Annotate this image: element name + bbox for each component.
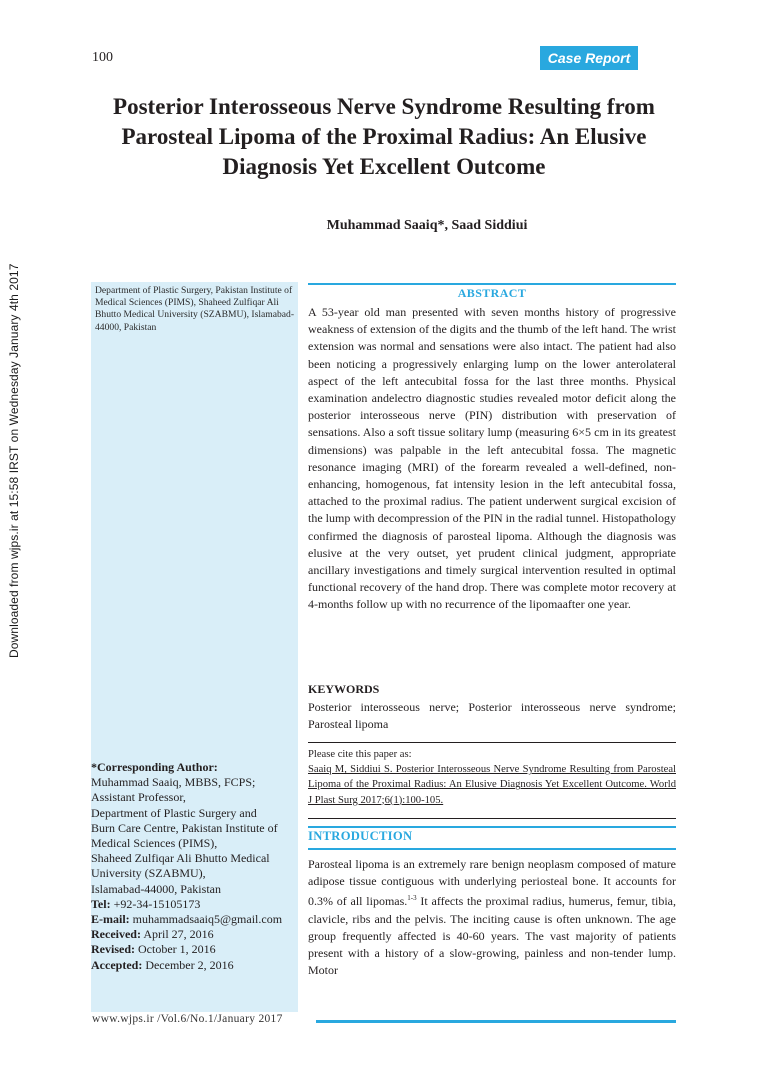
- accepted-date: December 2, 2016: [145, 957, 234, 972]
- citation-block: [308, 747, 676, 808]
- citation-top-divider: [308, 742, 676, 743]
- author-list: Muhammad Saaiq*, Saad Siddiui: [326, 218, 528, 233]
- corresponding-line: Burn Care Centre, Pakistan Institute of: [91, 820, 278, 835]
- citation-reference[interactable]: Saaiq M, Siddiui S. Posterior Interosseous Nerve Syndrome Resulting from Parosteal Lipoma of the Proximal Radius: An Elusive Diagnosis Yet Excellent Outcome. World J Plast Surg 2017;6(1):100-105.: [308, 764, 676, 806]
- corresponding-line: Department of Plastic Surgery and: [91, 805, 257, 820]
- affiliation: Department of Plastic Surgery, Pakistan Institute of Medical Sciences (PIMS), Shaheed Zulfiqar Ali Bhutto Medical University (SZABMU), Islamabad-44000, Pakistan: [95, 285, 295, 333]
- revised-row: [91, 942, 298, 957]
- accepted-label: Accepted:: [91, 957, 143, 972]
- corresponding-line: Assistant Professor,: [91, 790, 186, 805]
- email-value[interactable]: muhammadsaaiq5@gmail.com: [132, 912, 283, 927]
- footer-journal-info: www.wjps.ir /Vol.6/No.1/January 2017: [92, 1013, 283, 1025]
- footer-divider: [316, 1020, 676, 1023]
- corresponding-line: Shaheed Zulfiqar Ali Bhutto Medical: [91, 851, 270, 866]
- article-type-badge: Case Report: [540, 46, 638, 70]
- received-row: [91, 927, 298, 942]
- citation-superscript: 1-3: [407, 894, 417, 903]
- page-number: 100: [92, 50, 113, 65]
- introduction-text-part1: Parosteal lipoma is an extremely rare benign neoplasm composed of mature adipose tissue contiguous with underlying periosteal bone. It accounts for 0.3% of all lipomas.: [308, 857, 676, 909]
- introduction-heading: INTRODUCTION: [308, 829, 413, 843]
- introduction-text: [308, 856, 676, 979]
- email-row: [91, 912, 298, 927]
- abstract-heading: ABSTRACT: [457, 286, 527, 300]
- email-label: E-mail:: [91, 912, 130, 927]
- abstract-divider: [308, 283, 676, 285]
- corresponding-author-label: *Corresponding Author:: [91, 760, 218, 774]
- corresponding-line: Islamabad-44000, Pakistan: [91, 881, 221, 896]
- received-date: April 27, 2016: [143, 927, 214, 942]
- corresponding-line: Medical Sciences (PIMS),: [91, 836, 218, 851]
- abstract-text: A 53-year old man presented with seven months history of progressive weakness of extension of the digits and the thumb of the left hand. The wrist extension was normal and sensations were also intact. The patient had also been noticing a progressively enlarging lump on the lower anterolateral aspect of the left antecubital fossa for the last three months. Physical examination andelectro diagnostic studies revealed motor deficit along the posterior interosseous nerve (PIN) distribution with preservation of sensations. Also a soft tissue solitary lump (measuring 6×5 cm in its greatest dimensions) was palpable in the left antecubital fossa. The magnetic resonance imaging (MRI) of the forearm revealed a well-defined, non-enhancing, homogenous, fat intensity lesion in the left antecubital fossa, attached to the proximal radius. The patient underwent surgical excision of the lump with decompression of the PIN in the radial tunnel. Histopathology confirmed the diagnosis of parosteal lipoma. Although the diagnosis was elusive at the very outset, yet prudent clinical judgment, appropriate ancillary investigations and timely surgical intervention resulted in optimal functional recovery of the hand drop. There was complete motor recovery at 4-months follow up with no recurrence of the lipomaafter one year.: [308, 305, 676, 612]
- corresponding-line: University (SZABMU),: [91, 866, 206, 881]
- revised-date: October 1, 2016: [138, 942, 216, 957]
- tel-value: +92-34-15105173: [113, 896, 201, 911]
- tel-row: [91, 897, 298, 912]
- introduction-bottom-divider: [308, 848, 676, 850]
- keywords-heading: KEYWORDS: [308, 682, 380, 696]
- article-title: Posterior Interosseous Nerve Syndrome Resulting from Parosteal Lipoma of the Proximal Radius: An Elusive Diagnosis Yet Excellent Outcome: [113, 94, 655, 179]
- revised-label: Revised:: [91, 942, 135, 957]
- corresponding-author-block: [91, 760, 298, 973]
- accepted-row: [91, 958, 298, 973]
- citation-bottom-divider: [308, 818, 676, 819]
- download-stamp: Downloaded from wjps.ir at 15:58 IRST on Wednesday January 4th 2017: [7, 263, 21, 658]
- introduction-text-part2: It affects the proximal radius, humerus, femur, tibia, clavicle, ribs and the pelvis. The inciting cause is often unknown. The age group frequently affected is 40-60 years. The vast majority of patients present with a history of a slow-growing, painless and non-tender lump. Motor: [308, 894, 677, 978]
- introduction-top-divider: [308, 826, 676, 828]
- corresponding-line: Muhammad Saaiq, MBBS, FCPS;: [91, 775, 256, 790]
- received-label: Received:: [91, 927, 141, 942]
- keywords-text: Posterior interosseous nerve; Posterior interosseous nerve syndrome; Parosteal lipoma: [308, 700, 676, 732]
- tel-label: Tel:: [91, 896, 111, 911]
- citation-label: Please cite this paper as:: [308, 749, 412, 760]
